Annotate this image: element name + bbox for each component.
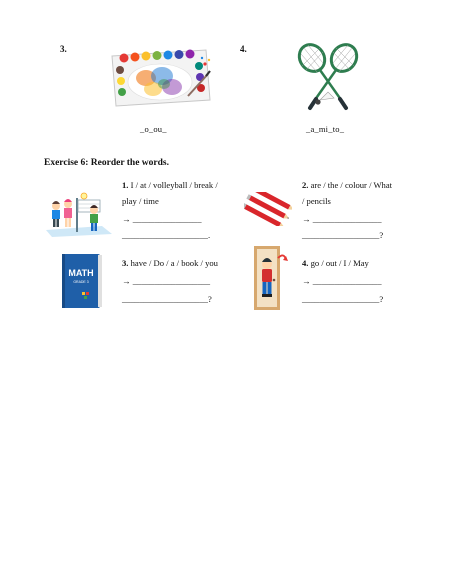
book-subtitle: GRADE 3 <box>73 280 89 284</box>
watercolor-palette-icon <box>106 46 212 108</box>
kids-volleyball-icon <box>42 190 114 238</box>
item-4-number: 4. <box>240 44 247 54</box>
item-2-answer-line-1[interactable]: → ________________ <box>302 214 382 224</box>
red-pencils-icon <box>244 192 292 226</box>
badminton-rackets-icon <box>294 42 362 112</box>
item-1-line-1: 1. I / at / volleyball / break / <box>122 180 218 190</box>
item-4-answer-line-2[interactable]: __________________? <box>302 294 384 304</box>
item-3-answer-line-2[interactable]: ____________________? <box>122 294 212 304</box>
item-3-hint: _o_ou_ <box>140 124 167 134</box>
exercise-6-title: Exercise 6: Reorder the words. <box>44 158 169 168</box>
item-2-answer-line-2[interactable]: __________________? <box>302 230 384 240</box>
item-1-answer-line-1[interactable]: → ________________ <box>122 214 202 224</box>
boy-door-icon <box>250 244 290 314</box>
item-1-answer-line-2[interactable]: ____________________. <box>122 230 211 240</box>
item-3-answer-line-1[interactable]: → __________________ <box>122 276 211 286</box>
math-book-icon <box>62 254 102 308</box>
item-3-number: 3. <box>60 44 67 54</box>
item-1-line-2: play / time <box>122 196 159 206</box>
item-2-line-2: / pencils <box>302 196 331 206</box>
item-3-line-1: 3. have / Do / a / book / you <box>122 258 218 268</box>
item-2-line-1: 2. are / the / colour / What <box>302 180 393 190</box>
item-4-answer-line-1[interactable]: → ________________ <box>302 276 382 286</box>
book-title: MATH <box>68 268 94 278</box>
item-4-hint: _a_mi_to_ <box>306 124 345 134</box>
item-4-line-1: 4. go / out / I / May <box>302 258 369 268</box>
